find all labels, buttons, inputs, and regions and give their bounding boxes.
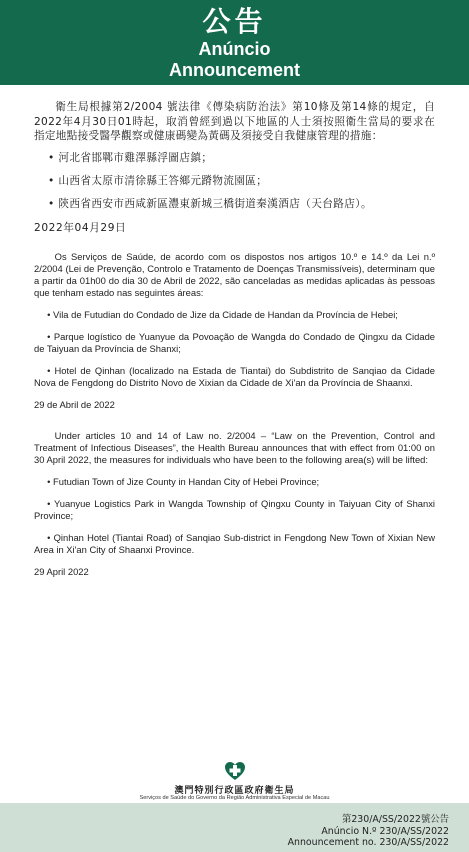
en-item: • Yuanyue Logistics Park in Wangda Township of Qingxu County in Taiyuan City of Shanxi Province; — [34, 497, 435, 521]
health-bureau-logo-icon — [224, 760, 246, 782]
en-intro: Under articles 10 and 14 of Law no. 2/2004 – “Law on the Prevention, Control and Treatment of Infectious Diseases”, the Health Bureau announces that with effect from 01:00 on 30 April 2022, the measures for individuals who have been to the following area(s) will be lifted: — [34, 429, 435, 465]
zh-item: • 山西省太原市清徐縣王答鄉元蹐物流園區； — [48, 174, 268, 187]
pt-intro: Os Serviços de Saúde, de acordo com os dispostos nos artigos 10.º e 14.º da Lei n.º 2/2004 (Lei de Prevenção, Controlo e Tratamento de Doenças Transmissíveis), determinam que a partir da 01h00 do dia 30 de Abril de 2022, são canceladas as medidas aplicadas às pessoas que tenham estado nas seguintes áreas: — [34, 250, 435, 298]
ref-zh: 第230/A/SS/2022號公告 — [341, 814, 449, 825]
title-pt: Anúncio — [198, 39, 271, 59]
org-name-pt: Serviços de Saúde do Governo da Região Administrativa Especial de Macau — [139, 795, 330, 801]
ref-en: Announcement no. 230/A/SS/2022 — [287, 837, 449, 848]
pt-item: • Hotel de Qinhan (localizado na Estada de Tiantai) do Subdistrito de Sanqiao da Cidade Nova de Fengdong do Distrito Novo de Xixian da Cidade de Xi'an da Província de Shaanxi. — [34, 364, 435, 388]
header-banner — [0, 0, 469, 85]
zh-item: • 河北省邯鄲市雞澤縣浮圖店鎮； — [48, 151, 213, 164]
zh-item: • 陝西省西安市西咸新區灃東新城三橋街道秦漢酒店（天台路店）。 — [48, 197, 372, 210]
zh-date: 2022年04月29日 — [34, 221, 127, 234]
footer-bar — [0, 803, 469, 852]
org-name-zh: 澳門特別行政區政府衛生局 — [174, 786, 295, 796]
title-zh: 公告 — [202, 5, 267, 38]
en-item: • Qinhan Hotel (Tiantai Road) of Sanqiao Sub-district in Fengdong New Town of Xixian New Area in Xi'an City of Shaanxi Province. — [34, 531, 435, 555]
en-date: 29 April 2022 — [34, 565, 89, 577]
title-en: Announcement — [168, 60, 300, 80]
announcement-body — [34, 100, 435, 597]
pt-item: • Vila de Futudian do Condado de Jize da Cidade de Handan da Província de Hebei; — [47, 308, 398, 320]
en-item: • Futudian Town of Jize County in Handan City of Hebei Province; — [47, 475, 320, 487]
zh-intro: 衛生局根據第2/2004 號法律《傳染病防治法》第10條及第14條的規定，自2022年4月30日01時起，取消曾經到過以下地區的人士須按照衛生當局的要求在指定地點接受醫學觀察或健康碼變為黃碼及須接受自我健康管理的措施： — [34, 101, 435, 142]
pt-item: • Parque logístico de Yuanyue da Povoação de Wangda do Condado de Qingxu da Cidade de Taiyuan da Província de Shanxi; — [34, 330, 435, 354]
ref-pt: Anúncio N.º 230/A/SS/2022 — [321, 826, 449, 837]
pt-date: 29 de Abril de 2022 — [34, 398, 115, 410]
